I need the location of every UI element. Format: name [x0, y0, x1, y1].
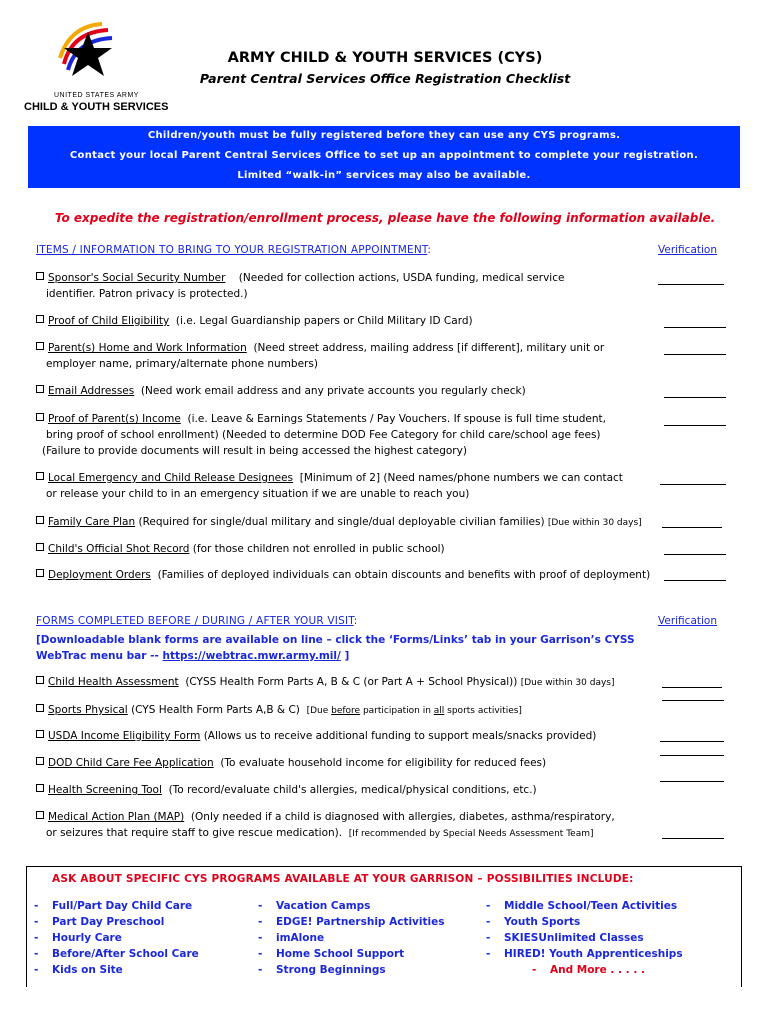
- page-title: ARMY CHILD & YOUTH SERVICES (CYS): [227, 50, 543, 66]
- program-item: - Vacation Camps: [258, 900, 371, 912]
- verification-line[interactable]: [662, 527, 722, 528]
- checklist-item: [36, 383, 526, 399]
- logo-text-cys: CHILD & YOUTH SERVICES: [24, 101, 169, 113]
- checkbox[interactable]: [36, 757, 44, 765]
- forms-heading-text: FORMS COMPLETED BEFORE / DURING / AFTER YOUR VISIT: [36, 615, 354, 627]
- form-item: [36, 782, 537, 798]
- checklist-item: [36, 313, 473, 329]
- item-name: DOD Child Care Fee Application: [48, 757, 214, 769]
- checkbox[interactable]: [36, 272, 44, 280]
- checkbox[interactable]: [36, 811, 44, 819]
- item-desc-cont: employer name, primary/alternate phone numbers): [46, 358, 318, 370]
- item-desc-cont: identifier. Patron privacy is protected.): [46, 288, 248, 300]
- program-label: SKIESUnlimited Classes: [504, 932, 644, 944]
- programs-heading: ASK ABOUT SPECIFIC CYS PROGRAMS AVAILABLE AT YOUR GARRISON – POSSIBILITIES INCLUDE:: [52, 873, 634, 885]
- checklist-item: [36, 567, 650, 583]
- item-desc: (i.e. Leave & Earnings Statements / Pay Vouchers. If spouse is full time student,: [187, 413, 606, 425]
- item-name: USDA Income Eligibility Form: [48, 730, 201, 742]
- checkbox[interactable]: [36, 315, 44, 323]
- checklist-item: [36, 340, 604, 372]
- checkbox[interactable]: [36, 784, 44, 792]
- item-desc: (Needed for collection actions, USDA funding, medical service: [238, 272, 565, 284]
- item-name: Local Emergency and Child Release Designees: [48, 472, 294, 484]
- item-desc: [Minimum of 2] (Need names/phone numbers we can contact: [299, 472, 623, 484]
- and-more-label: And More . . . . .: [550, 964, 645, 976]
- program-item: - EDGE! Partnership Activities: [258, 916, 445, 928]
- item-desc: (i.e. Legal Guardianship papers or Child Military ID Card): [175, 315, 473, 327]
- note-text: sports activities]: [444, 706, 522, 716]
- logo-text-army: UNITED STATES ARMY: [54, 92, 139, 99]
- item-desc-cont: or seizures that require staff to give rescue medication).: [46, 827, 343, 839]
- items-heading-text: ITEMS / INFORMATION TO BRING TO YOUR REGISTRATION APPOINTMENT: [36, 244, 428, 256]
- item-note: [Due within 30 days]: [547, 518, 642, 528]
- program-label: Hourly Care: [52, 932, 122, 944]
- webtrac-link[interactable]: https://webtrac.mwr.army.mil/: [162, 650, 341, 662]
- form-item: [36, 809, 615, 842]
- form-item: [36, 702, 522, 719]
- item-name: Child Health Assessment: [48, 676, 179, 688]
- item-name: Proof of Parent(s) Income: [48, 413, 181, 425]
- program-item: - Home School Support: [258, 948, 405, 960]
- item-note: [Due within 30 days]: [520, 678, 615, 688]
- note-text: all: [433, 706, 445, 716]
- cys-logo: [22, 18, 169, 118]
- program-item: - And More . . . . .: [532, 964, 645, 976]
- item-name: Family Care Plan: [48, 516, 136, 528]
- programs-column-3: [486, 898, 683, 978]
- program-item: - HIRED! Youth Apprenticeships: [486, 948, 683, 960]
- item-name: Medical Action Plan (MAP): [48, 811, 185, 823]
- item-desc: (Families of deployed individuals can obtain discounts and benefits with proof of deployment): [157, 569, 651, 581]
- verification-line[interactable]: [664, 554, 726, 555]
- item-name: Proof of Child Eligibility: [48, 315, 170, 327]
- form-item: [36, 728, 596, 744]
- note-text: [Due: [306, 706, 332, 716]
- program-item: - SKIESUnlimited Classes: [486, 932, 644, 944]
- program-item: - Hourly Care: [34, 932, 122, 944]
- checkbox[interactable]: [36, 472, 44, 480]
- verification-line[interactable]: [660, 781, 724, 782]
- program-label: EDGE! Partnership Activities: [276, 916, 445, 928]
- program-label: Part Day Preschool: [52, 916, 165, 928]
- program-label: Before/After School Care: [52, 948, 199, 960]
- form-item: [36, 674, 615, 691]
- forms-verification-heading: Verification: [658, 615, 717, 627]
- verification-line[interactable]: [658, 284, 724, 285]
- program-label: Home School Support: [276, 948, 405, 960]
- checklist-item: [36, 514, 642, 531]
- forms-download-line: WebTrac menu bar --: [36, 650, 163, 662]
- program-item: - Full/Part Day Child Care: [34, 900, 193, 912]
- expedite-note: To expedite the registration/enrollment process, please have the following information available.: [54, 211, 716, 225]
- item-name: Email Addresses: [48, 385, 135, 397]
- forms-heading: [36, 615, 357, 627]
- program-item: - Middle School/Teen Activities: [486, 900, 678, 912]
- checklist-item: [36, 270, 564, 302]
- items-verification-heading: Verification: [658, 244, 717, 256]
- program-item: - Before/After School Care: [34, 948, 199, 960]
- verification-line[interactable]: [664, 327, 726, 328]
- program-item: - Strong Beginnings: [258, 964, 386, 976]
- item-desc: (for those children not enrolled in public school): [192, 543, 445, 555]
- item-desc-cont: (Failure to provide documents will result in being accessed the highest category): [42, 445, 467, 457]
- item-name: Deployment Orders: [48, 569, 151, 581]
- program-label: Youth Sports: [504, 916, 581, 928]
- checkbox[interactable]: [36, 543, 44, 551]
- forms-download-bracket: ]: [340, 650, 350, 662]
- notice-box: [28, 126, 740, 188]
- programs-column-2: [258, 898, 445, 978]
- item-desc: (Required for single/dual military and single/dual deployable civilian families): [138, 516, 545, 528]
- verification-line[interactable]: [660, 741, 724, 742]
- program-label: Middle School/Teen Activities: [504, 900, 678, 912]
- item-desc: (Need work email address and any private accounts you regularly check): [140, 385, 526, 397]
- items-heading: [36, 244, 431, 256]
- checkbox[interactable]: [36, 704, 44, 712]
- checkbox[interactable]: [36, 676, 44, 684]
- checkbox[interactable]: [36, 385, 44, 393]
- verification-line[interactable]: [660, 484, 726, 485]
- item-name: Health Screening Tool: [48, 784, 162, 796]
- program-item: - Part Day Preschool: [34, 916, 165, 928]
- notice-line: Limited “walk-in” services may also be available.: [237, 170, 531, 181]
- verification-line[interactable]: [664, 397, 726, 398]
- item-desc: (CYS Health Form Parts A,B & C): [131, 704, 300, 716]
- verification-line[interactable]: [662, 838, 724, 839]
- checkbox[interactable]: [36, 342, 44, 350]
- verification-line[interactable]: [664, 425, 726, 426]
- checklist-item: [36, 470, 623, 502]
- item-desc-cont: or release your child to in an emergency situation if we are unable to reach you): [46, 488, 470, 500]
- program-label: Vacation Camps: [276, 900, 371, 912]
- checklist-item: [36, 411, 606, 459]
- item-desc: (To record/evaluate child's allergies, medical/physical conditions, etc.): [168, 784, 537, 796]
- program-label: Kids on Site: [52, 964, 123, 976]
- item-name: Child's Official Shot Record: [48, 543, 190, 555]
- note-text: before: [331, 706, 361, 716]
- verification-line[interactable]: [662, 700, 724, 701]
- notice-line: Children/youth must be fully registered before they can use any CYS programs.: [147, 130, 621, 141]
- verification-line[interactable]: [662, 687, 722, 688]
- program-item: - imAlone: [258, 932, 325, 944]
- items-heading-colon: :: [427, 244, 432, 256]
- item-name: Sports Physical: [48, 704, 128, 716]
- item-desc: (CYSS Health Form Parts A, B & C (or Part A + School Physical)): [185, 676, 518, 688]
- item-note: [If recommended by Special Needs Assessment Team]: [348, 829, 594, 839]
- item-desc: (Only needed if a child is diagnosed with allergies, diabetes, asthma/respiratory,: [190, 811, 615, 823]
- checkbox[interactable]: [36, 730, 44, 738]
- verification-line[interactable]: [664, 580, 726, 581]
- item-desc: (To evaluate household income for eligibility for reduced fees): [220, 757, 547, 769]
- program-item: - Youth Sports: [486, 916, 581, 928]
- notice-line: Contact your local Parent Central Services Office to set up an appointment to complete your registration.: [69, 150, 699, 161]
- checkbox[interactable]: [36, 413, 44, 421]
- forms-heading-colon: :: [353, 615, 358, 627]
- checkbox[interactable]: [36, 516, 44, 524]
- verification-line[interactable]: [660, 755, 724, 756]
- program-label: HIRED! Youth Apprenticeships: [504, 948, 683, 960]
- checkbox[interactable]: [36, 569, 44, 577]
- item-desc-cont: bring proof of school enrollment) (Needed to determine DOD Fee Category for child care/school age fees): [46, 429, 601, 441]
- item-name: Parent(s) Home and Work Information: [48, 342, 247, 354]
- form-item: [36, 755, 546, 771]
- item-note: [307, 706, 522, 716]
- program-label: Full/Part Day Child Care: [52, 900, 193, 912]
- page-subtitle: Parent Central Services Office Registration Checklist: [199, 71, 571, 86]
- program-label: imAlone: [276, 932, 325, 944]
- program-label: Strong Beginnings: [276, 964, 386, 976]
- item-desc: (Allows us to receive additional funding to support meals/snacks provided): [203, 730, 597, 742]
- forms-download-note: [36, 632, 635, 664]
- item-name: Sponsor's Social Security Number: [48, 272, 226, 284]
- note-text: participation in: [360, 706, 434, 716]
- item-desc: (Need street address, mailing address [if different], military unit or: [253, 342, 605, 354]
- forms-download-line: [Downloadable blank forms are available on line – click the ‘Forms/Links’ tab in your Garrison’s CYSS: [36, 634, 635, 646]
- programs-column-1: [34, 898, 199, 978]
- checklist-item: [36, 541, 445, 557]
- program-item: - Kids on Site: [34, 964, 123, 976]
- verification-line[interactable]: [664, 354, 726, 355]
